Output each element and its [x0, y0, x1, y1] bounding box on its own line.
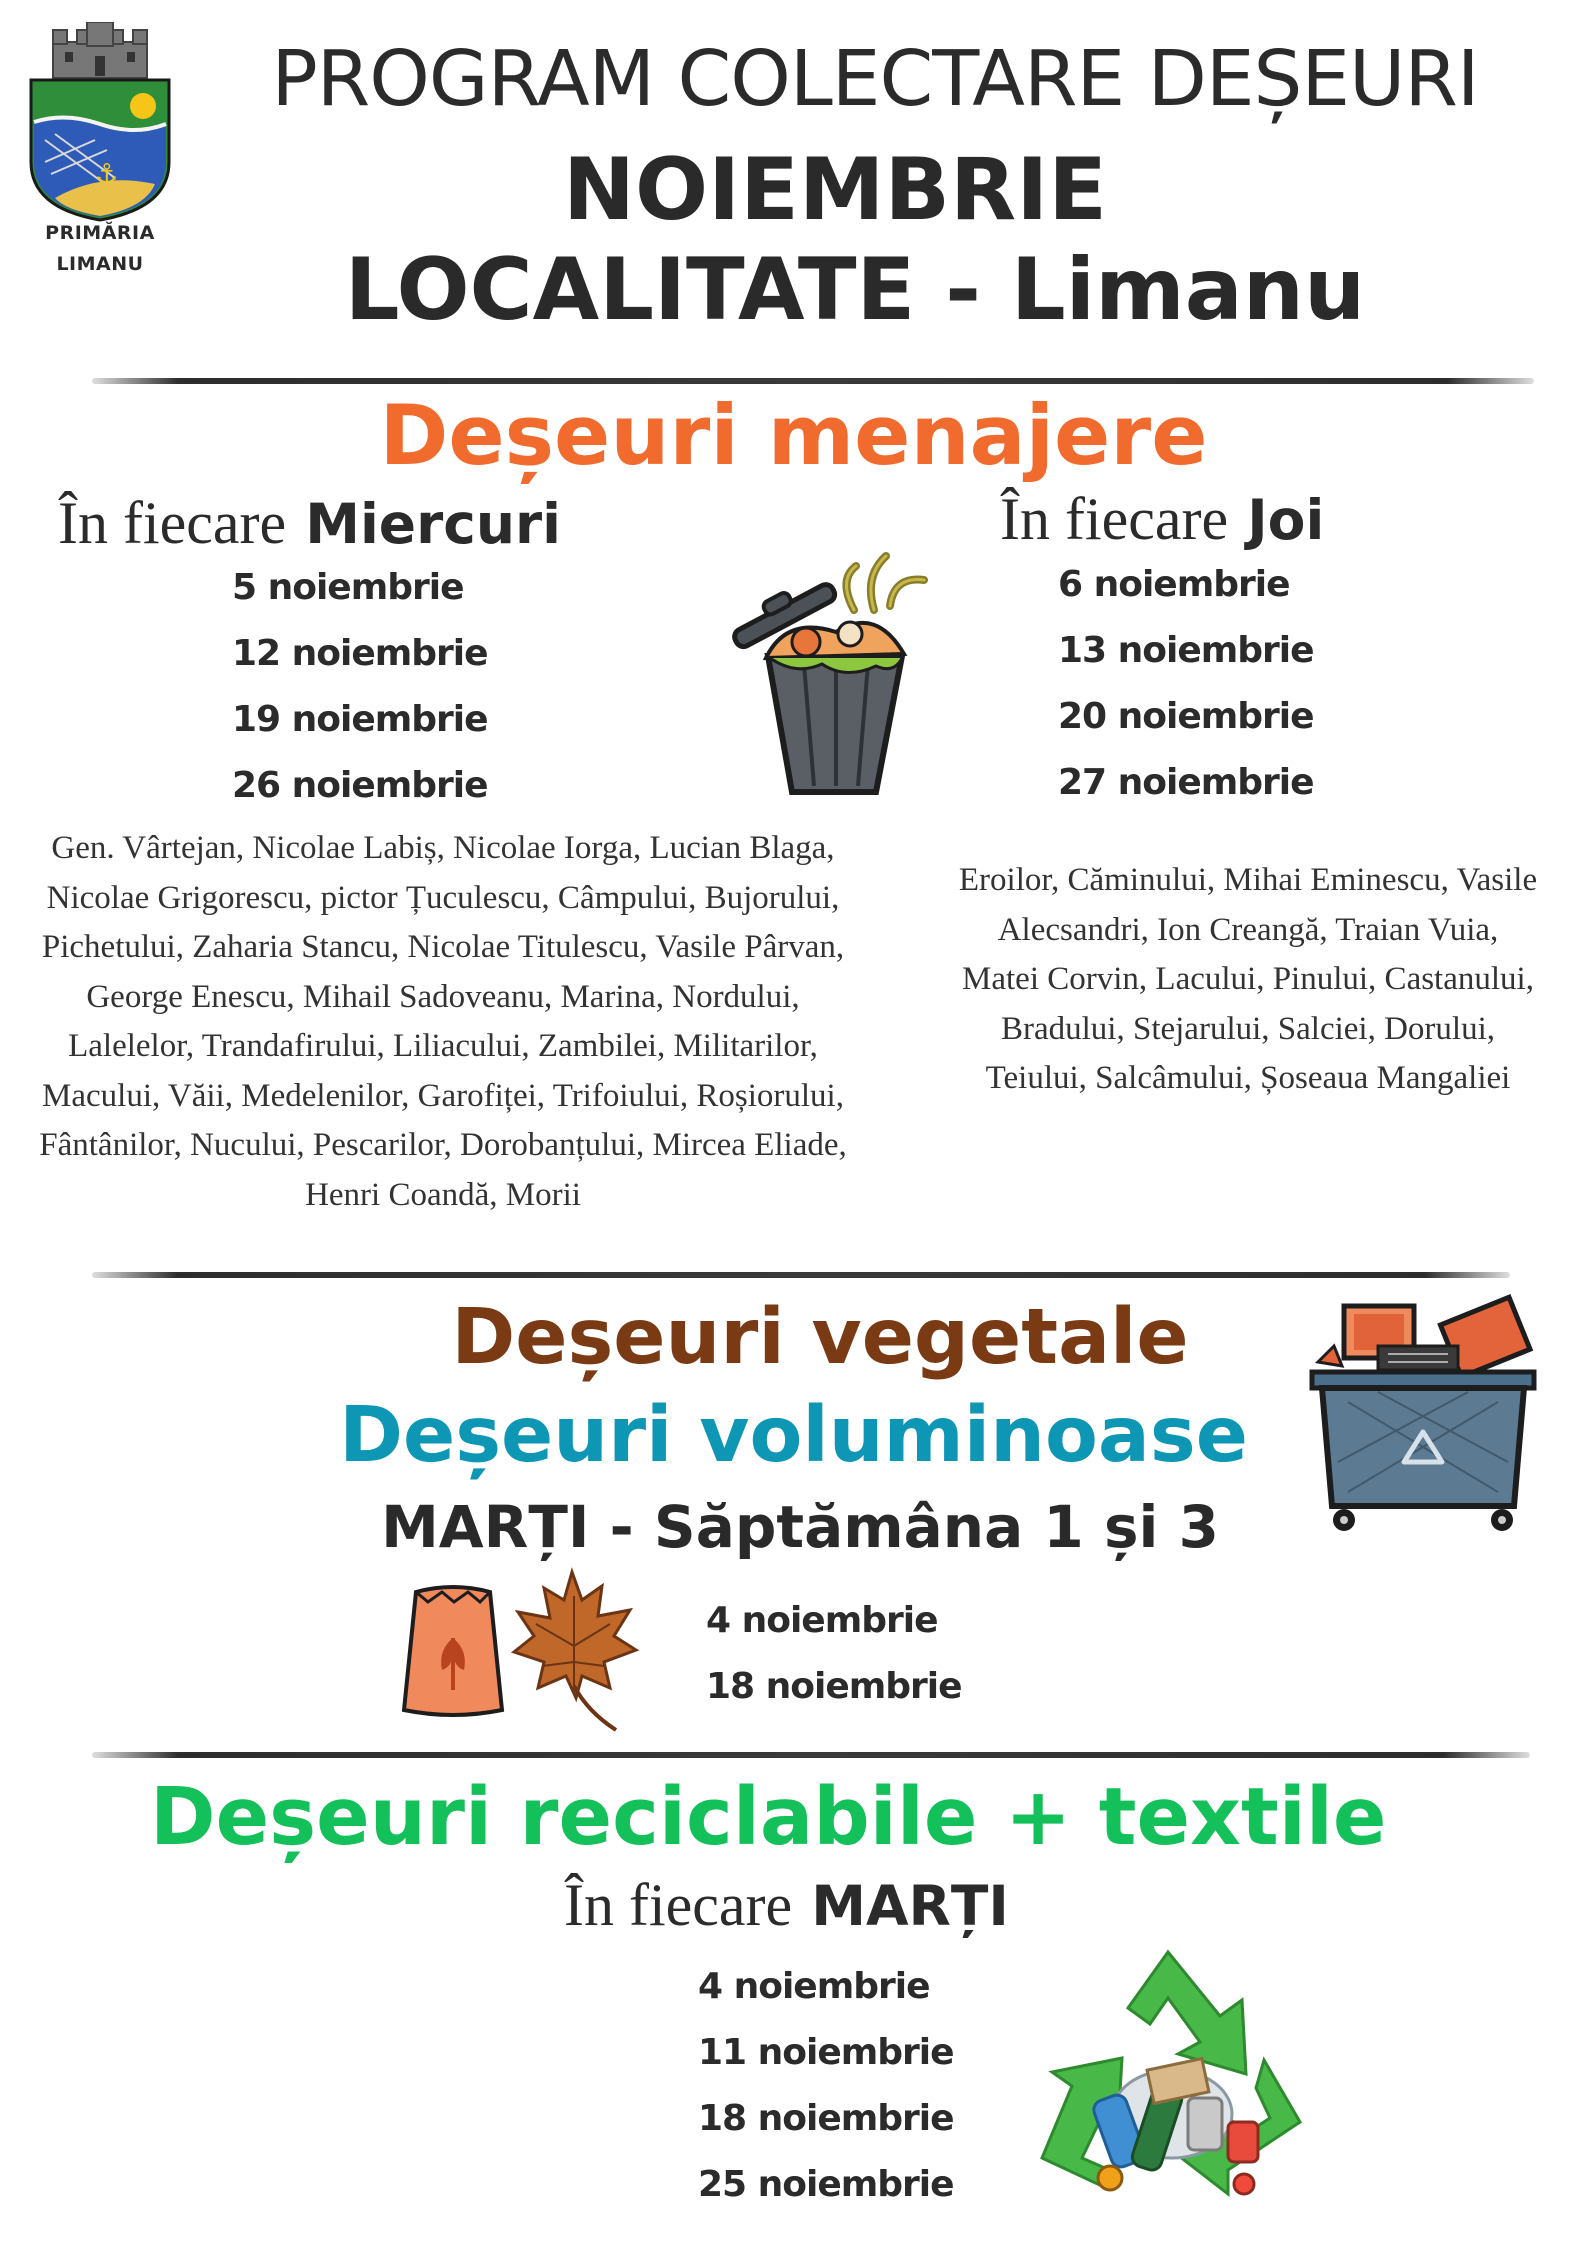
date-item: 27 noiembrie — [1058, 762, 1314, 803]
maple-leaf-icon — [510, 1566, 640, 1736]
date-item: 4 noiembrie — [698, 1966, 930, 2007]
month-title: NOIEMBRIE — [563, 140, 1107, 240]
date-item: 6 noiembrie — [1058, 564, 1290, 605]
street-list-wednesday: Gen. Vârtejan, Nicolae Labiș, Nicolae Iorga, Lucian Blaga, Nicolae Grigorescu, pictor Țuculescu, Câmpului, Bujorului, Pichetului, Zaharia Stancu, Nicolae Titulescu, Vasile Pârvan, George Enescu, Mihail Sadoveanu, Marina, Nordului, Lalelelor, Trandafirului, Liliacului, Zambilei, Militarilor, Macului, Văii, Medelenilor, Garofiței, Trifoiului, Roșiorului, Fântânilor, Nucului, Pescarilor, Dorobanțului, Mircea Eliade, Henri Coandă, Morii — [39, 830, 847, 1213]
date-item: 11 noiembrie — [698, 2032, 954, 2073]
day-heading-thursday — [1000, 482, 1324, 557]
svg-text:⚓: ⚓ — [95, 159, 119, 189]
bulky-container-illustration — [1308, 1292, 1538, 1538]
bulky-waste-container-icon — [1308, 1292, 1538, 1538]
divider-middle — [92, 1272, 1510, 1278]
recycling-icon — [1032, 1946, 1312, 2202]
day-lead: În fiecare — [564, 1872, 793, 1938]
section-title-menajere: Deșeuri menajere — [379, 387, 1208, 484]
divider-top — [92, 378, 1534, 384]
street-list-thursday: Eroilor, Căminului, Mihai Eminescu, Vasile Alecsandri, Ion Creangă, Traian Vuia, Matei Corvin, Lacului, Pinului, Castanului, Bradului, Stejarului, Salciei, Dorului, Teiului, Salcâmului, Șoseaua Mangaliei — [958, 862, 1538, 1096]
locality-title: LOCALITATE - Limanu — [344, 240, 1366, 340]
day-name: MARȚI — [811, 1874, 1009, 1938]
trash-can-illustration — [726, 546, 950, 800]
day-heading-wednesday — [58, 486, 561, 561]
date-list-wednesday — [232, 555, 632, 819]
day-name: Miercuri — [305, 492, 561, 556]
date-item: 4 noiembrie — [706, 1600, 938, 1641]
date-item: 20 noiembrie — [1058, 696, 1314, 737]
date-item: 18 noiembrie — [706, 1666, 962, 1707]
day-heading-tuesday — [564, 1868, 1009, 1943]
day-name: Joi — [1247, 488, 1325, 552]
date-item: 12 noiembrie — [232, 633, 488, 674]
date-item: 13 noiembrie — [1058, 630, 1314, 671]
recycling-illustration — [1032, 1946, 1312, 2202]
date-item: 18 noiembrie — [698, 2098, 954, 2139]
date-list-thursday — [1058, 552, 1458, 816]
schedule-biweekly: MARȚI - Săptămâna 1 și 3 — [381, 1493, 1219, 1561]
crest-label: PRIMĂRIA LIMANU — [45, 222, 155, 275]
section-title-voluminoase: Deșeuri voluminoase — [339, 1391, 1248, 1480]
day-lead: În fiecare — [1000, 486, 1229, 552]
trash-can-icon — [726, 546, 950, 800]
date-item: 5 noiembrie — [232, 567, 464, 608]
date-item: 19 noiembrie — [232, 699, 488, 740]
section-title-reciclabile: Deșeuri reciclabile + textile — [150, 1771, 1387, 1863]
maple-leaf-illustration — [510, 1566, 640, 1736]
divider-bottom — [92, 1752, 1530, 1758]
date-item: 26 noiembrie — [232, 765, 488, 806]
crest-icon — [25, 22, 175, 222]
date-list-vegetale — [706, 1588, 1106, 1720]
leaf-bag-icon — [398, 1578, 508, 1718]
leaf-bag-illustration — [398, 1578, 508, 1718]
day-lead: În fiecare — [58, 490, 287, 556]
page-title: PROGRAM COLECTARE DEȘEURI — [271, 35, 1479, 124]
section-title-vegetale: Deșeuri vegetale — [451, 1293, 1189, 1382]
date-item: 25 noiembrie — [698, 2164, 954, 2205]
